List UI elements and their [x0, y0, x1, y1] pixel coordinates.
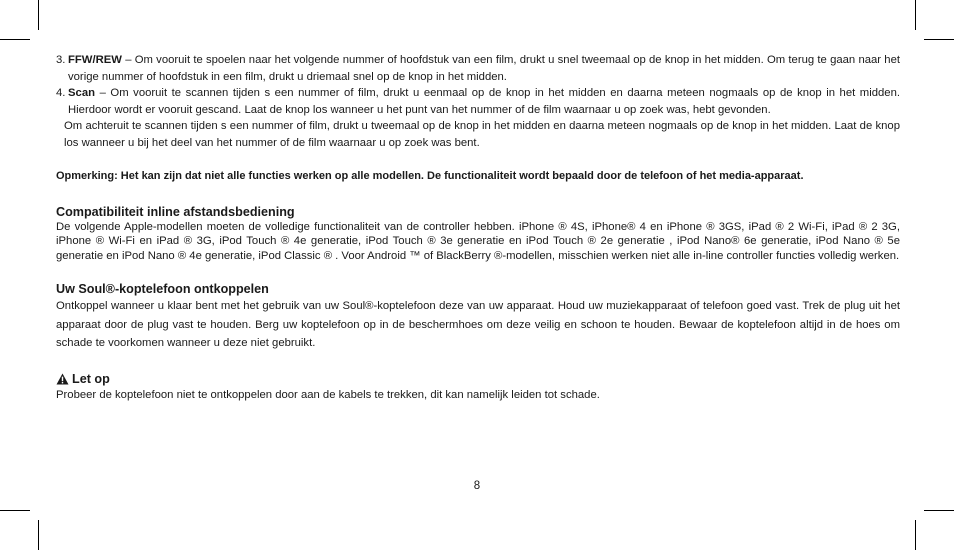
section-heading: Uw Soul®-koptelefoon ontkoppelen: [56, 282, 269, 296]
scan-continuation: Om achteruit te scannen tijden s een nummer of film, drukt u tweemaal op de knop in het midden en daarna meteen nogmaals op de knop in het midden. Laat de knop los wanneer u bij het deel van het nummer of de film waarnaar u op zoek was bent.: [64, 120, 900, 149]
section-body: De volgende Apple-modellen moeten de volledige functionaliteit van de controller hebben. iPhone ® 4S, iPhone® 4 en iPhone ® 3GS, iPad ® 2 Wi-Fi, iPad ® 2 3G, iPhone ® Wi-Fi en iPad ® 3G, iPod Touch ® 4e generatie, iPod Touch ® 3e generatie en iPod Touch ® 2e generatie , iPod Nano® 6e generatie, iPod Nano ® 5e generatie en iPod Nano ® 4e generatie, iPod Classic ® . Voor Android ™ of BlackBerry ®-modellen, misschien werken niet alle in-line controller functies volledig werken.: [56, 220, 900, 262]
section-caution: [56, 372, 900, 403]
crop-mark-bottom-left-vertical: [38, 520, 39, 550]
list-item-ffw-rew: [56, 52, 900, 85]
section-body: Probeer de koptelefoon niet te ontkoppelen door aan de kabels te trekken, dit kan namelijk leiden tot schade.: [56, 388, 600, 401]
section-heading: Compatibiliteit inline afstandsbediening: [56, 204, 295, 219]
list-item-scan: [56, 85, 900, 118]
crop-mark-top-left-horizontal: [0, 39, 30, 40]
item-text: – Om vooruit te scannen tijden s een nummer of film, drukt u eenmaal op de knop in het midden en daarna meteen nogmaals op de knop in het midden. Hierdoor wordt er vooruit gescand. Laat de knop los wanneer u het punt van het nummer of de film waarnaar u op zoek was, hebt gevonden.: [68, 87, 900, 116]
crop-mark-top-left-vertical: [38, 0, 39, 30]
section-heading: Let op: [72, 371, 110, 386]
crop-mark-top-right-horizontal: [924, 39, 954, 40]
section-compatibility: [56, 205, 900, 264]
term-ffw-rew: FFW/REW: [68, 54, 122, 66]
list-number: 3.: [56, 54, 66, 66]
list-number: 4.: [56, 87, 66, 99]
section-body: Ontkoppel wanneer u klaar bent met het gebruik van uw Soul®-koptelefoon deze van uw apparaat. Houd uw muziekapparaat of telefoon goed vast. Trek de plug uit het apparaat door de plug vast te houden. Berg uw koptelefoon op in de beschermhoes om deze veilig en schoon te houden. Bewaar de koptelefoon altijd in de hoes om schade te voorkomen wanneer u deze niet gebruikt.: [56, 300, 900, 349]
term-scan: Scan: [68, 87, 96, 99]
page-content: [56, 52, 900, 403]
note: Opmerking: Het kan zijn dat niet alle functies werken op alle modellen. De functionaliteit wordt bepaald door de telefoon of het media-apparaat.: [56, 170, 804, 182]
section-disconnect: [56, 282, 900, 353]
crop-mark-bottom-left-horizontal: [0, 510, 30, 511]
warning-triangle-icon: [56, 373, 69, 385]
crop-mark-bottom-right-horizontal: [924, 510, 954, 511]
item-text: – Om vooruit te spoelen naar het volgende nummer of hoofdstuk van een film, drukt u snel tweemaal op de knop in het midden. Om terug te gaan naar het vorige nummer of hoofdstuk in een film, drukt u driemaal snel op de knop in het midden.: [68, 54, 900, 83]
page-number: 8: [473, 480, 481, 492]
crop-mark-top-right-vertical: [915, 0, 916, 30]
crop-mark-bottom-right-vertical: [915, 520, 916, 550]
